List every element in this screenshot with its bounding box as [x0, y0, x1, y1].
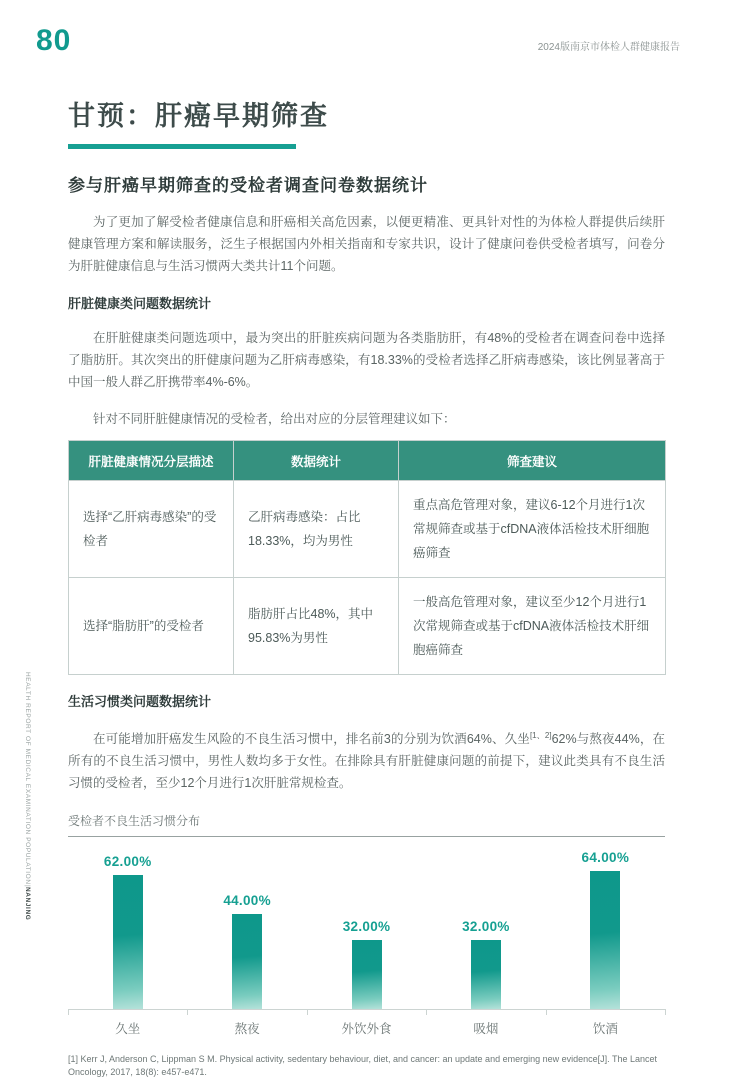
axis-tick — [68, 1009, 69, 1015]
category-label: 吸烟 — [473, 1022, 499, 1037]
liver-subheading: 肝脏健康类问题数据统计 — [68, 296, 212, 311]
table-row — [69, 578, 666, 675]
report-header-title: 2024版南京市体检人群健康报告 — [537, 42, 680, 53]
axis-tick — [546, 1009, 547, 1015]
chart-category-labels — [68, 1019, 665, 1037]
category-label: 饮酒 — [592, 1022, 618, 1037]
bar-group — [68, 837, 187, 1009]
section-heading: 参与肝癌早期筛查的受检者调查问卷数据统计 — [68, 176, 428, 195]
table-cell: 脂肪肝占比48%，其中95.83%为男性 — [234, 578, 399, 675]
table-cell: 一般高危管理对象，建议至少12个月进行1次常规筛查或基于cfDNA液体活检技术肝细胞癌筛查 — [399, 578, 666, 675]
bar-value-label: 32.00% — [462, 919, 510, 935]
bar-value-label: 62.00% — [103, 854, 152, 870]
category-label: 外饮外食 — [341, 1022, 392, 1037]
table-cell: 选择“乙肝病毒感染”的受检者 — [69, 481, 234, 578]
table-header-cell-recommendation: 筛查建议 — [399, 441, 666, 481]
bar-chart-block — [68, 812, 665, 1037]
category-label: 久坐 — [115, 1022, 141, 1037]
axis-tick — [187, 1009, 188, 1015]
table-cell: 重点高危管理对象，建议6-12个月进行1次常规筛查或基于cfDNA液体活检技术肝细胞癌筛查 — [399, 481, 666, 578]
table-cell: 乙肝病毒感染：占比18.33%，均为男性 — [234, 481, 399, 578]
category-label: 熬夜 — [234, 1022, 260, 1037]
bar-value-label: 32.00% — [342, 919, 391, 935]
chart-x-axis — [68, 1009, 665, 1010]
table-intro-paragraph: 针对不同肝脏健康情况的受检者，给出对应的分层管理建议如下： — [93, 412, 456, 426]
habit-text-2: 62%与熬夜44%，在所有的不良生活习惯中，男性人数均多于女性。在排除具有肝脏健康问题的前提下，建议此类具有不良生活习惯的受检者，至少12个月进行1次肝脏常规检查。 — [68, 732, 665, 791]
habit-subheading: 生活习惯类问题数据统计 — [68, 694, 212, 709]
habit-text-1: 在可能增加肝癌发生风险的不良生活习惯中，排名前3的分别为饮酒64%、久坐 — [93, 732, 530, 747]
bar-group — [426, 837, 545, 1009]
bar — [113, 875, 143, 1009]
table-header-cell-statistics: 数据统计 — [234, 441, 399, 481]
liver-paragraph: 在肝脏健康类问题选项中，最为突出的肝脏疾病问题为各类脂肪肝，有48%的受检者在调查问卷中选择了脂肪肝。其次突出的肝健康问题为乙肝病毒感染，有18.33%的受检者选择乙肝病毒感染，该比例显著高于中国一般人群乙肝携带率4%-6%。 — [68, 331, 665, 389]
page-content — [68, 94, 665, 1079]
axis-tick — [307, 1009, 308, 1015]
intro-paragraph: 为了更加了解受检者健康信息和肝癌相关高危因素，以便更精准、更具针对性的为体检人群提供后续肝健康管理方案和解读服务，泛生子根据国内外相关指南和专家共识，设计了健康问卷供受检者填写，问卷分为肝脏健康信息与生活习惯两大类共计11个问题。 — [68, 215, 665, 273]
sidebar-brand: NANJING — [24, 886, 31, 921]
axis-tick — [665, 1009, 666, 1015]
page-title: 甘预：肝癌早期筛查 — [68, 101, 329, 131]
table-cell: 选择“脂肪肝”的受检者 — [69, 578, 234, 675]
habit-paragraph — [68, 725, 665, 794]
sidebar-separator: | — [24, 884, 31, 887]
sidebar-report-name: HEALTH REPORT OF MEDICAL EXAMINATION POPULATION — [24, 672, 31, 885]
title-underline — [68, 144, 296, 149]
table-row — [69, 481, 666, 578]
vertical-sidebar-text — [24, 672, 31, 972]
bar — [352, 940, 382, 1009]
bar-group — [546, 837, 665, 1009]
axis-tick — [426, 1009, 427, 1015]
bar-value-label: 44.00% — [223, 893, 271, 909]
table-header-cell-stratification: 肝脏健康情况分层描述 — [69, 441, 234, 481]
bar-group — [307, 837, 426, 1009]
bar-value-label: 64.00% — [581, 850, 630, 866]
bar-group — [187, 837, 306, 1009]
bar — [590, 871, 620, 1009]
stratification-table — [68, 440, 666, 675]
footnote-reference: [1] Kerr J, Anderson C, Lippman S M. Physical activity, sedentary behaviour, diet, and cancer: an update and emerging new evidence[J]. The Lancet Oncology, 2017, 18(8): e457-e471. — [68, 1054, 658, 1078]
page-number: 80 — [36, 24, 72, 57]
bar — [471, 940, 501, 1009]
bar — [232, 914, 262, 1009]
table-header-row — [69, 441, 666, 481]
bar-chart-plot — [68, 837, 665, 1009]
chart-title: 受检者不良生活习惯分布 — [68, 814, 201, 829]
citation-superscript: [1、2] — [529, 731, 552, 740]
